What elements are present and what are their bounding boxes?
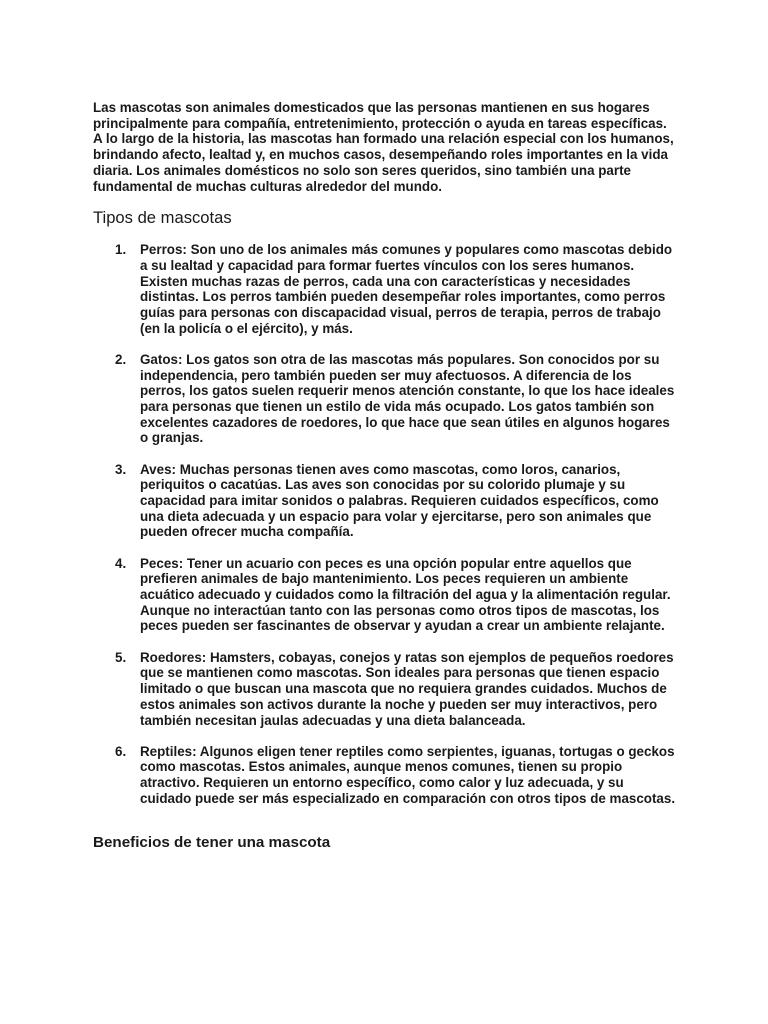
section-heading-beneficios: Beneficios de tener una mascota (93, 833, 331, 851)
list-item-text: Peces: Tener un acuario con peces es una opción popular entre aquellos que prefieren animales de bajo mantenimiento. Los peces requieren un ambiente acuático adecuado y cuidados como la filtración del agua y la alimentación regular. Aunque no interactúan tanto con las personas como otros tipos de mascotas, los peces pueden ser fascinantes de observar y ayudan a crear un ambiente relajante. (140, 555, 671, 634)
list-item (93, 556, 678, 635)
document-page (93, 100, 678, 853)
list-item (93, 744, 678, 807)
list-number: 2. (115, 351, 127, 367)
intro-paragraph: Las mascotas son animales domesticados que las personas mantienen en sus hogares principalmente para compañía, entretenimiento, protección o ayuda en tareas específicas. A lo largo de la historia, las mascotas han formado una relación especial con los humanos, brindando afecto, lealtad y, en muchos casos, desempeñando roles importantes en la vida diaria. Los animales domésticos no solo son seres queridos, sino también una parte fundamental de muchas culturas alrededor del mundo. (93, 100, 674, 194)
list-number: 5. (115, 649, 127, 665)
list-number: 4. (115, 555, 127, 571)
list-number: 1. (115, 242, 127, 258)
types-list (93, 242, 678, 806)
list-item (93, 650, 678, 729)
list-item (93, 462, 678, 541)
list-item-text: Reptiles: Algunos eligen tener reptiles como serpientes, iguanas, tortugas o geckos como mascotas. Estos animales, aunque menos comunes, tienen su propio atractivo. Requieren un entorno específico, como calor y luz adecuada, y su cuidado puede ser más especializado en comparación con otros tipos de mascotas. (140, 743, 676, 806)
list-item-text: Roedores: Hamsters, cobayas, conejos y ratas son ejemplos de pequeños roedores que se mantienen como mascotas. Son ideales para personas que tienen espacio limitado o que buscan una mascota que no requiera grandes cuidados. Muchos de estos animales son activos durante la noche y pueden ser muy interactivos, pero también necesitan jaulas adecuadas y una dieta balanceada. (140, 649, 674, 728)
list-number: 6. (115, 743, 127, 759)
section-heading-tipos: Tipos de mascotas (93, 208, 232, 228)
list-number: 3. (115, 461, 127, 477)
list-item-text: Aves: Muchas personas tienen aves como mascotas, como loros, canarios, periquitos o cacatúas. Las aves son conocidas por su colorido plumaje y su capacidad para imitar sonidos o palabras. Requieren cuidados específicos, como una dieta adecuada y un espacio para volar y ejercitarse, pero son animales que pueden ofrecer mucha compañía. (140, 461, 659, 540)
list-item (93, 352, 678, 446)
list-item-text: Gatos: Los gatos son otra de las mascotas más populares. Son conocidos por su independencia, pero también pueden ser muy afectuosos. A diferencia de los perros, los gatos suelen requerir menos atención constante, lo que los hace ideales para personas que tienen un estilo de vida más ocupado. Los gatos también son excelentes cazadores de roedores, lo que hace que sean útiles en algunos hogares o granjas. (140, 351, 675, 446)
list-item-text: Perros: Son uno de los animales más comunes y populares como mascotas debido a su lealtad y capacidad para formar fuertes vínculos con los seres humanos. Existen muchas razas de perros, cada una con características y necesidades distintas. Los perros también pueden desempeñar roles importantes, como perros guías para personas con discapacidad visual, perros de terapia, perros de trabajo (en la policía o el ejército), y más. (140, 242, 673, 336)
list-item (93, 242, 678, 336)
